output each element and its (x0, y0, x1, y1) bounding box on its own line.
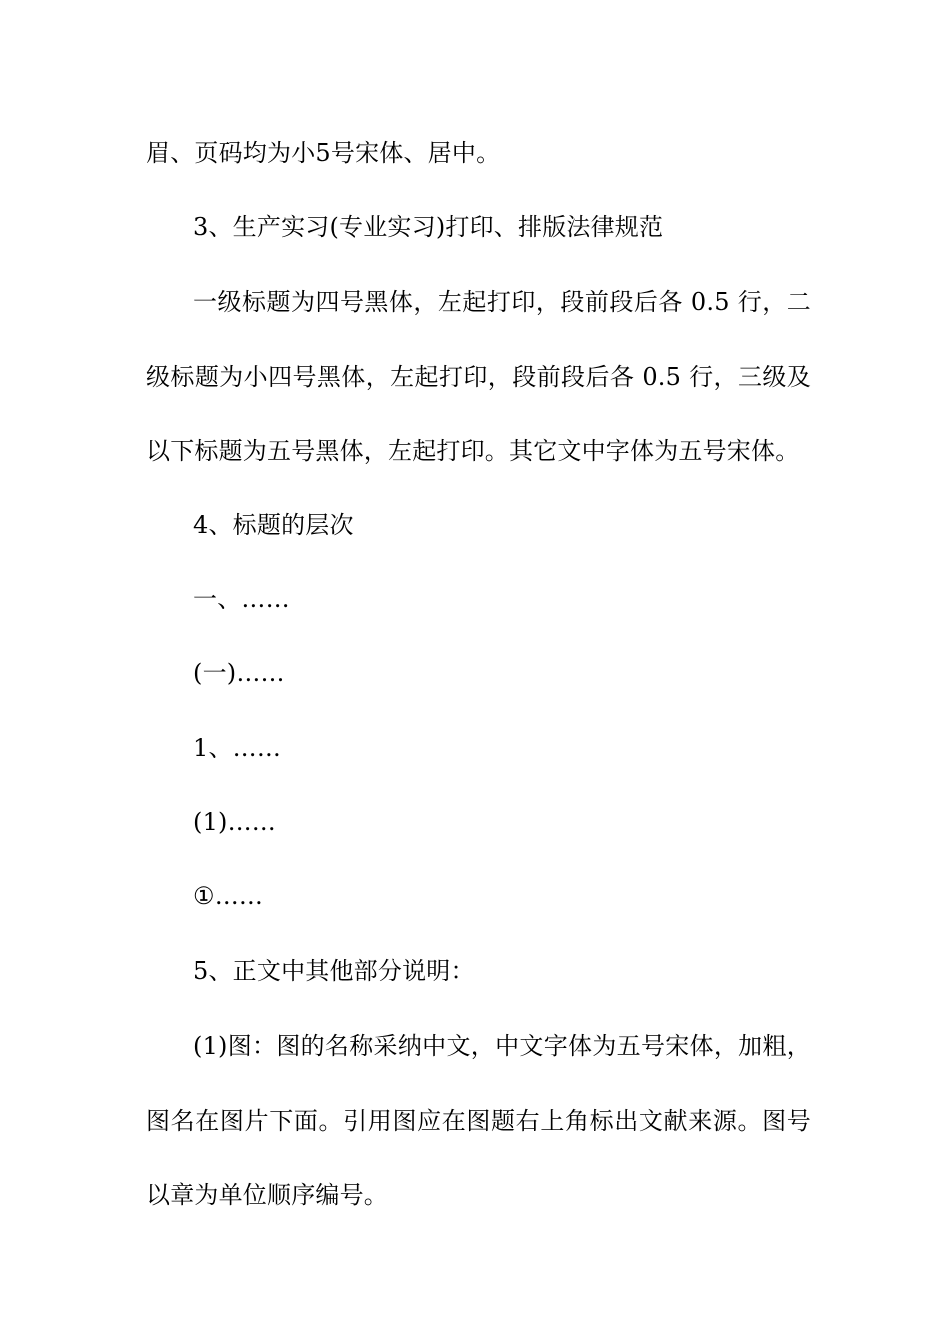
heading-level-example-5: ①…… (193, 882, 264, 910)
paragraph-line-heading-spec-1: 一级标题为四号黑体，左起打印，段前段后各 0.5 行，二 (193, 288, 811, 316)
paragraph-line-heading-spec-2: 级标题为小四号黑体，左起打印，段前段后各 0.5 行，三级及 (146, 363, 811, 391)
heading-level-example-4: (1)…… (193, 808, 276, 836)
paragraph-line-figure-spec-2: 图名在图片下面。引用图应在图题右上角标出文献来源。图号 (146, 1107, 811, 1135)
paragraph-line-heading-spec-3: 以下标题为五号黑体，左起打印。其它文中字体为五号宋体。 (146, 437, 800, 465)
heading-level-example-3: 1、…… (193, 734, 282, 762)
section-heading-4: 4、标题的层次 (193, 511, 354, 539)
paragraph-line-header-footer-spec: 眉、页码均为小5号宋体、居中。 (146, 139, 501, 167)
section-heading-3: 3、生产实习(专业实习)打印、排版法律规范 (193, 213, 664, 241)
paragraph-line-figure-spec-3: 以章为单位顺序编号。 (146, 1181, 388, 1209)
heading-level-example-2: (一)…… (193, 659, 285, 687)
section-heading-5: 5、正文中其他部分说明： (193, 957, 475, 985)
heading-level-example-1: 一、…… (193, 585, 290, 613)
paragraph-line-figure-spec-1: (1)图：图的名称采纳中文，中文字体为五号宋体，加粗， (193, 1032, 811, 1060)
